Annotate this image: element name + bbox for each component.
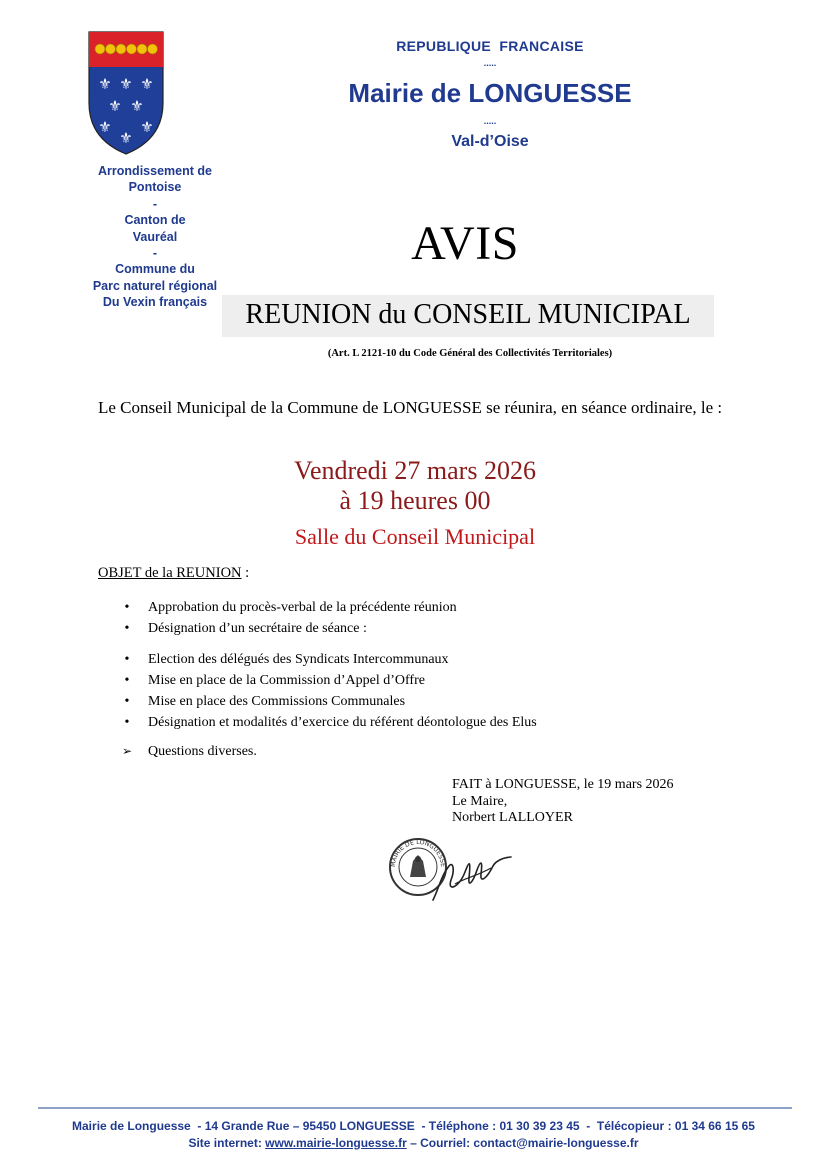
bullet-icon: • — [124, 621, 130, 636]
svg-text:⚜: ⚜ — [119, 75, 133, 93]
commune-info — [70, 163, 240, 311]
agenda-item-text: Désignation et modalités d’exercice du référent déontologue des Elus — [148, 715, 537, 730]
commune-info-line: Vauréal — [132, 229, 178, 244]
footer-divider — [38, 1107, 792, 1109]
coat-of-arms-logo — [88, 31, 164, 155]
bullet-icon: • — [124, 600, 130, 615]
meeting-subtitle: REUNION du CONSEIL MUNICIPAL — [245, 299, 691, 330]
header-separator: ..... — [483, 116, 497, 126]
svg-text:⚜: ⚜ — [140, 75, 154, 93]
agenda-item-text: Mise en place de la Commission d’Appel d’Offre — [148, 673, 425, 688]
made-at-line: FAIT à LONGUESSE, le 19 mars 2026 — [452, 777, 674, 792]
svg-text:⚜: ⚜ — [98, 75, 112, 93]
agenda-item-text: Mise en place des Commissions Communales — [148, 694, 406, 709]
bullet-icon: • — [124, 715, 130, 730]
header-separator: ..... — [483, 58, 497, 68]
notice-title: AVIS — [411, 217, 519, 270]
website-link[interactable]: www.mairie-longuesse.fr — [265, 1135, 407, 1150]
website-label: Site internet: — [188, 1135, 266, 1150]
commune-info-line: Du Vexin français — [102, 295, 208, 310]
agenda-item-text: Approbation du procès-verbal de la précédente réunion — [148, 600, 457, 615]
signature-block — [452, 777, 674, 827]
commune-info-line: Canton de — [124, 213, 186, 228]
meeting-subtitle-box — [222, 295, 714, 337]
svg-text:⚜: ⚜ — [119, 129, 133, 147]
arrow-icon: ➢ — [122, 744, 133, 758]
svg-text:⚜: ⚜ — [108, 97, 122, 115]
svg-text:⚜: ⚜ — [130, 97, 144, 115]
meeting-location: Salle du Conseil Municipal — [294, 524, 536, 549]
meeting-time: à 19 heures 00 — [339, 486, 491, 515]
legal-reference: (Art. L 2121-10 du Code Général des Collectivités Territoriales) — [327, 348, 613, 359]
email-text: – Courriel: contact@mairie-longuesse.fr — [406, 1135, 639, 1150]
mayor-signature — [425, 848, 515, 902]
footer — [20, 1118, 807, 1151]
commune-info-line: Parc naturel régional — [92, 278, 218, 293]
footer-address: Mairie de Longuesse - 14 Grande Rue – 95450 LONGUESSE - Téléphone : 01 30 39 23 45 - Télécopieur : 01 34 66 15 65 — [72, 1119, 755, 1133]
agenda-heading-text: OBJET de la REUNION — [98, 565, 242, 581]
commune-info-line: - — [152, 246, 158, 261]
agenda-item-text: Questions diverses. — [148, 744, 257, 759]
commune-info-line: Commune du — [115, 262, 195, 277]
meeting-date: Vendredi 27 mars 2026 — [294, 456, 536, 485]
department-label: Val-d’Oise — [451, 133, 529, 150]
commune-info-line: - — [152, 196, 158, 211]
intro-paragraph: Le Conseil Municipal de la Commune de LONGUESSE se réunira, en séance ordinaire, le : — [98, 398, 723, 417]
footer-contact — [20, 1135, 807, 1152]
bullet-icon: • — [124, 694, 130, 709]
commune-info-line: Arrondissement de — [98, 164, 212, 178]
svg-text:⚜: ⚜ — [98, 118, 112, 136]
republic-label: REPUBLIQUE FRANCAISE — [396, 38, 584, 54]
svg-text:⚜: ⚜ — [140, 118, 154, 136]
bullet-icon: • — [124, 673, 130, 688]
commune-info-line: Pontoise — [128, 180, 182, 195]
mayor-name: Norbert LALLOYER — [452, 810, 573, 825]
agenda-item-text: Election des délégués des Syndicats Intercommunaux — [148, 652, 449, 667]
agenda-heading — [98, 565, 249, 582]
bullet-icon: • — [124, 652, 130, 667]
agenda-heading-suffix: : — [241, 565, 250, 581]
svg-text:MAIRIE DE LONGUESSE: MAIRIE DE LONGUESSE — [389, 838, 447, 868]
mayor-role: Le Maire, — [452, 793, 508, 809]
mairie-title: Mairie de LONGUESSE — [348, 78, 632, 108]
agenda-item-text: Désignation d’un secrétaire de séance : — [148, 621, 367, 636]
